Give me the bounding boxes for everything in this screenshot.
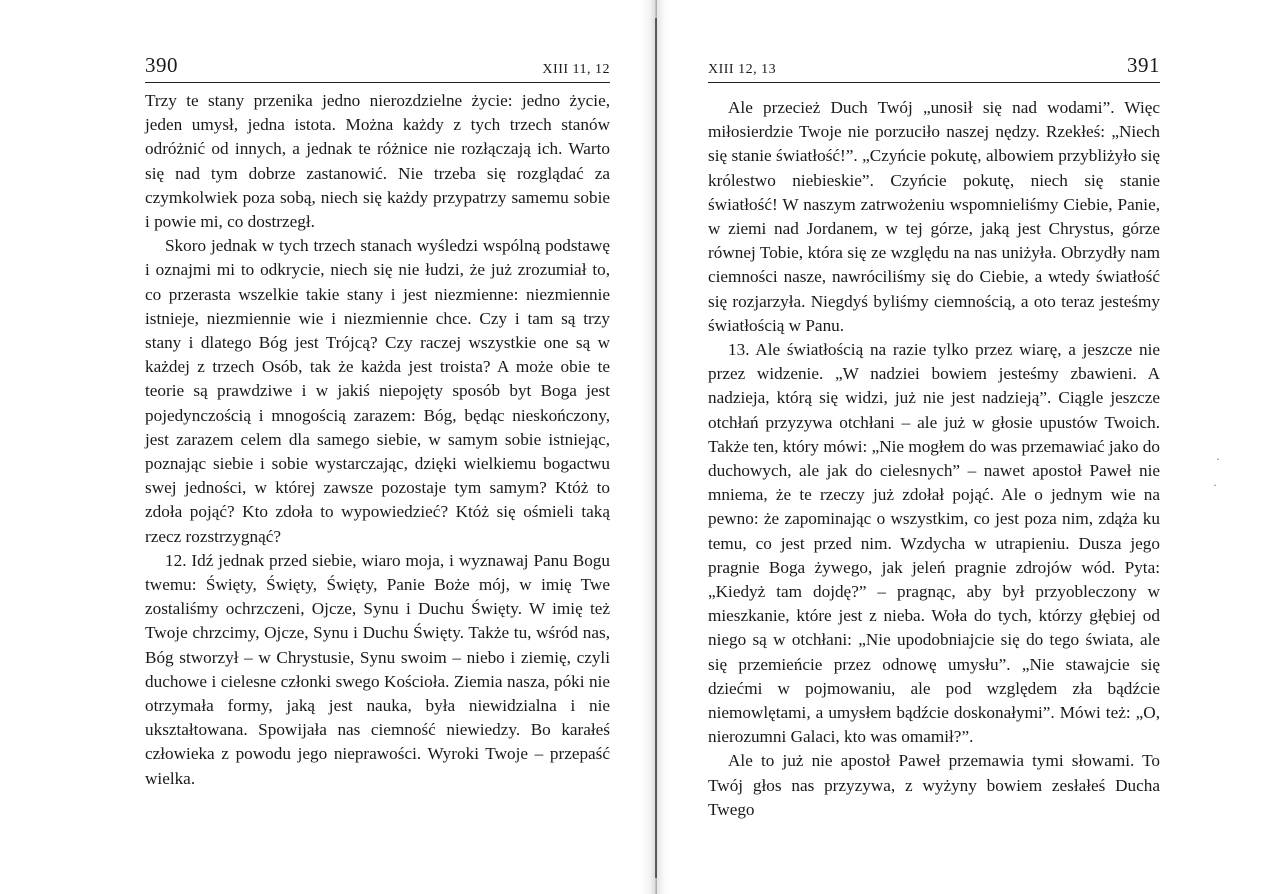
scan-speck-mark: · <box>1213 478 1217 492</box>
left-section-reference: XIII 11, 12 <box>542 62 610 77</box>
right-paragraph-2: 13. Ale światłością na razie tylko przez wiarę, a jeszcze nie przez widzenie. „W nadziei bowiem jesteśmy zbawieni. A nadzieja, którą się widzi, już nie jest nadzieją”. Ciągle jeszcze otchłań przyzywa otchłani – ale już w głosie upustów Twoich. Także ten, który mówi: „Nie mogłem do was przemawiać jako do duchowych, ale jak do cielesnych” – nawet apostoł Paweł nie mniema, że te rzeczy już zdołał pojąć. Ale o jednym wie na pewno: że zapominając o wszystkim, co jest poza nim, zdąża ku temu, co jest przed nim. Wzdycha w utrapieniu. Dusza jego pragnie Boga żywego, jak jeleń pragnie zdrojów wód. Pyta: „Kiedyż tam dojdę?” – pragnąc, aby był przyobleczony w mieszkanie, które jest z nieba. Woła do tych, którzy głębiej od niego są w otchłani: „Nie upodobniajcie się do tego świata, ale się przemieńcie przez odnowę umysłu”. „Nie stawajcie się dziećmi w pojmowaniu, ale pod względem zła bądźcie niemowlętami, a umysłem bądźcie doskonałymi”. Mówi też: „O, nierozumni Galaci, kto was omamił?”. <box>708 340 1160 747</box>
left-paragraph-2: Skoro jednak w tych trzech stanach wyśledzi wspólną podstawę i oznajmi mi to odkrycie, niech się nie łudzi, że już zrozumiał to, co przerasta wszelkie takie stany i jest niezmienne: niezmiennie istnieje, niezmiennie wie i niezmiennie chce. Czy i tam są trzy stany i dlatego Bóg jest Trójcą? Czy raczej wszystkie one są w każdej z trzech Osób, tak że każda jest troista? A może obie te teorie są prawdziwe i w jakiś niepojęty sposób byt Boga jest pojedynczością i mnogością zarazem: Bóg, będąc nieskończony, jest zarazem celem dla samego siebie, w samym sobie istniejąc, poznając siebie i sobie wystarczając, dzięki wielkiemu bogactwu swej jedności, w której zawsze pozostaje tym samym? Któż to zdoła pojąć? Kto zdoła to wypowiedzieć? Któż się ośmieli taką rzecz rozstrzygnąć? <box>145 236 610 546</box>
scan-speck-mark: · <box>1216 452 1220 466</box>
right-paragraph-1: Ale przecież Duch Twój „unosił się nad wodami”. Więc miłosierdzie Twoje nie porzuciło naszej nędzy. Rzekłeś: „Niech się stanie światłość!”. „Czyńcie pokutę, albowiem przybliżyło się królestwo niebieskie”. Czyńcie pokutę, niech się stanie światłość! W naszym zatrwożeniu wspomnieliśmy Ciebie, Panie, w ziemi nad Jordanem, w tej górze, jaką jest Chrystus, górze równej Tobie, która się ze względu na nas uniżyła. Obrzydły nam ciemności nasze, nawróciliśmy się do Ciebie, a wtedy światłość się rozjarzyła. Niegdyś byliśmy ciemnością, a oto teraz jesteśmy światłością w Panu. <box>708 98 1160 335</box>
left-page-number: 390 <box>145 53 178 77</box>
gutter-fold-line <box>655 18 657 878</box>
left-text-body <box>145 89 610 791</box>
right-page-number: 391 <box>1127 53 1160 77</box>
right-paragraph-3: Ale to już nie apostoł Paweł przemawia tymi słowami. To Twój głos nas przyzywa, z wyżyny bowiem zesłałeś Ducha Twego <box>708 751 1160 819</box>
right-page <box>672 0 1262 894</box>
right-text-body <box>708 96 1160 822</box>
right-running-head <box>708 52 1160 83</box>
left-running-head <box>145 52 610 83</box>
right-section-reference: XIII 12, 13 <box>708 62 777 77</box>
left-paragraph-1: Trzy te stany przenika jedno nierozdzielne życie: jedno życie, jeden umysł, jedna istota. Można każdy z tych trzech stanów odróżnić od innych, a jednak te różnice nie rozłączają ich. Warto się nad tym dobrze zastanowić. Nie trzeba się rozglądać za czymkolwiek poza sobą, niech się każdy przypatrzy samemu sobie i powie mi, co dostrzegł. <box>145 91 610 232</box>
left-paragraph-3: 12. Idź jednak przed siebie, wiaro moja, i wyznawaj Panu Bogu twemu: Święty, Święty, Święty, Panie Boże mój, w imię Twe zostaliśmy ochrzczeni, Ojcze, Synu i Duchu Święty. W imię też Twoje chrzcimy, Ojcze, Synu i Duchu Święty. Także tu, wśród nas, Bóg stworzył – w Chrystusie, Synu swoim – niebo i ziemię, czyli duchowe i cielesne członki swego Kościoła. Ziemia nasza, póki nie otrzymała formy, jaką jest nauka, była niewidzialna i nie ukształtowana. Spowijała nas ciemność niewiedzy. Bo karałeś człowieka z powodu jego nieprawości. Wyroki Twoje – przepaść wielka. <box>145 550 610 788</box>
